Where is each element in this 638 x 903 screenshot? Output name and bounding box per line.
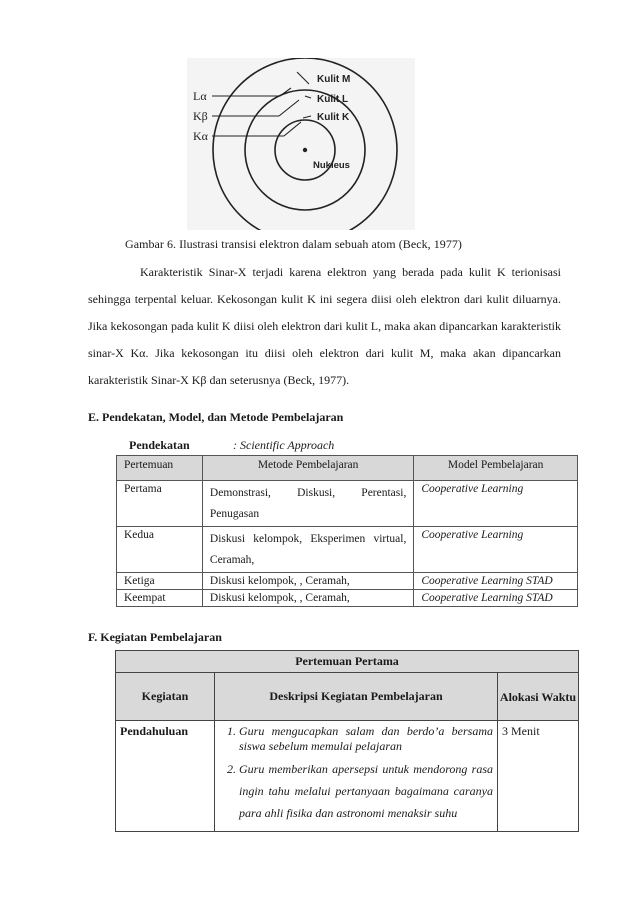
header-metode: Metode Pembelajaran [202,456,413,481]
approach-line [129,438,334,453]
table-row [117,481,578,527]
metode-line1: Diskusi kelompok, Eksperimen virtual, [209,533,407,545]
label-nucleus: Nukleus [313,160,350,171]
cell-model: Cooperative Learning [414,481,578,527]
atom-transition-figure [187,58,415,230]
cell-metode: Diskusi kelompok, , Ceramah, [202,590,413,607]
header-model: Model Pembelajaran [414,456,578,481]
cell-pertemuan: Kedua [117,527,203,573]
header-pertemuan: Pertemuan [117,456,203,481]
cell-pertemuan: Pertama [117,481,203,527]
metode-line2: Penugasan [209,508,260,520]
activities-header-row [116,673,579,721]
label-k-alpha: Kα [193,129,208,143]
cell-metode [202,527,413,573]
cell-pertemuan: Keempat [117,590,203,607]
cell-kegiatan: Pendahuluan [116,721,215,832]
label-kulit-m: Kulit M [317,74,351,85]
shell-m-circle [213,58,397,230]
section-f-heading: F. Kegiatan Pembelajaran [88,630,222,644]
cell-model: Cooperative Learning STAD [414,573,578,590]
paragraph-text: Karakteristik Sinar-X terjadi karena elektron yang berada pada kulit K terionisasi sehingga terpental keluar. Kekosongan kulit K ini segera diisi oleh elektron dari kulit diluarnya. Jika kekosongan pada kulit K diisi oleh elektron dari kulit L, maka akan dipancarkan karakteristik sinar-X Kα. Jika kekosongan itu diisi oleh elektron dari kulit M, maka akan dipancarkan karakteristik Sinar-X Kβ dan seterusnya (Beck, 1977). [88,265,561,387]
cell-model: Cooperative Learning STAD [414,590,578,607]
activities-table [115,650,579,832]
table-row [116,721,579,832]
methods-table [116,455,578,607]
body-paragraph [88,259,561,394]
approach-value: : Scientific Approach [233,438,335,452]
header-kegiatan: Kegiatan [116,673,215,721]
leader-kulit-l [305,96,311,98]
cell-deskripsi [215,721,498,832]
metode-line1: Demonstrasi, Diskusi, Perentasi, [209,487,407,499]
label-k-beta: Kβ [193,109,208,123]
methods-table-header [117,456,578,481]
activity-list [219,724,493,824]
activities-title: Pertemuan Pertama [116,651,579,673]
table-row [117,573,578,590]
activities-title-row [116,651,579,673]
label-kulit-l: Kulit L [317,94,349,105]
transition-arrow-l [279,100,299,116]
header-deskripsi: Deskripsi Kegiatan Pembelajaran [215,673,498,721]
cell-metode: Diskusi kelompok, , Ceramah, [202,573,413,590]
nucleus-dot [303,148,307,152]
atom-diagram [187,58,415,230]
cell-pertemuan: Ketiga [117,573,203,590]
label-kulit-k: Kulit K [317,112,350,123]
header-alokasi: Alokasi Waktu [498,673,579,721]
list-item: 1. Guru mengucapkan salam dan berdo’a bersama siswa sebelum memulai pelajaran [239,724,493,754]
figure-caption: Gambar 6. Ilustrasi transisi elektron dalam sebuah atom (Beck, 1977) [125,237,462,251]
table-row [117,527,578,573]
section-e-heading: E. Pendekatan, Model, dan Metode Pembelajaran [88,410,344,424]
cell-metode [202,481,413,527]
leader-kulit-m [297,72,309,84]
cell-alokasi: 3 Menit [498,721,579,832]
cell-model: Cooperative Learning [414,527,578,573]
transition-arrow-k [284,122,301,136]
metode-line2: Ceramah, [209,554,255,566]
leader-kulit-k [303,116,311,118]
approach-label: Pendekatan [129,438,190,452]
label-l-alpha: Lα [193,89,207,103]
table-row [117,590,578,607]
list-item: 2. Guru memberikan apersepsi untuk mendorong rasa ingin tahu melalui pertanyaan bagaimana caranya para ahli fisika dan astronomi menaksir suhu [239,758,493,824]
